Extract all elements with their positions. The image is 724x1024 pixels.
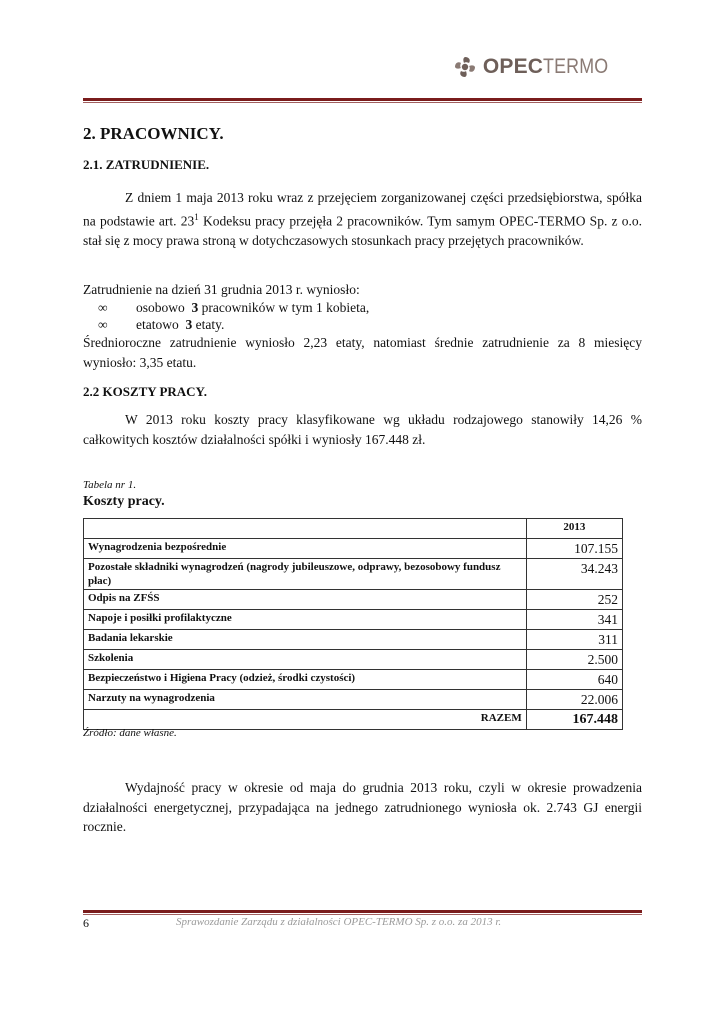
table-title: Koszty pracy.	[83, 494, 165, 509]
paragraph-labor-costs: W 2013 roku koszty pracy klasyfikowane wg układu rodzajowego stanowiły 14,26 % całkowitych kosztów działalności spółki i wyniosły 167.448 zł.	[83, 412, 642, 447]
header-rule	[83, 98, 642, 101]
table-row-label: Wynagrodzenia bezpośrednie	[84, 539, 527, 559]
paragraph-productivity: Wydajność pracy w okresie od maja do grudnia 2013 roku, czyli w okresie prowadzenia działalności energetycznej, przypadająca na jednego zatrudnionego wyniosła ok. 2.743 GJ energii rocznie.	[83, 780, 642, 834]
bullet-fte-text: etaty.	[195, 317, 225, 332]
subsection-title-labor-costs: 2.2 KOSZTY PRACY.	[83, 384, 208, 399]
bullet-persons-label: osobowo	[136, 300, 185, 315]
table-row-label: Szkolenia	[84, 650, 527, 670]
table-row-label: Badania lekarskie	[84, 630, 527, 650]
labor-costs-table	[83, 518, 623, 730]
table-row	[84, 690, 623, 710]
table-total-value: 167.448	[526, 710, 622, 730]
section-title: 2. PRACOWNICY.	[83, 124, 224, 143]
table-row	[84, 559, 623, 590]
paragraph-1-part-a: Z dniem 1 maja 2013 roku wraz z przejęciem zorganizowanej części przedsiębiorstwa, spółka na podstawie art. 23	[83, 190, 642, 228]
table-row	[84, 590, 623, 610]
table-row-value: 640	[526, 670, 622, 690]
logo-swirl-icon	[453, 55, 477, 79]
table-row-value: 341	[526, 610, 622, 630]
footer-rule	[83, 910, 642, 913]
footer-text: Sprawozdanie Zarządu z działalności OPEC-TERMO Sp. z o.o. za 2013 r.	[176, 916, 502, 928]
table-row-label: Napoje i posiłki profilaktyczne	[84, 610, 527, 630]
bullet-fte-number: 3	[185, 317, 193, 332]
table-row	[84, 610, 623, 630]
table-row-label: Narzuty na wynagrodzenia	[84, 690, 527, 710]
table-row-value: 2.500	[526, 650, 622, 670]
table-row	[84, 630, 623, 650]
header-rule-thin	[83, 102, 642, 103]
table-row-label: Pozostałe składniki wynagrodzeń (nagrody jubileuszowe, odprawy, bezosobowy fundusz płac)	[84, 559, 527, 590]
bullet-persons-text: pracowników w tym 1 kobieta,	[201, 300, 370, 315]
table-total-label: RAZEM	[84, 710, 527, 730]
table-header-row	[84, 519, 623, 539]
paragraph-employment-transfer	[83, 188, 642, 250]
table-row-value: 311	[526, 630, 622, 650]
bullet-persons-number: 3	[191, 300, 199, 315]
bullet-persons	[83, 299, 369, 316]
bullet-fte-label: etatowo	[136, 317, 179, 332]
table-header-empty-cell	[84, 519, 527, 539]
table-row	[84, 650, 623, 670]
page-number: 6	[83, 916, 89, 930]
company-logo	[453, 52, 620, 82]
subsection-title-employment: 2.1. ZATRUDNIENIE.	[83, 157, 210, 172]
paragraph-employment-date: Zatrudnienie na dzień 31 grudnia 2013 r. wyniosło:	[83, 282, 360, 297]
footer-rule-thin	[83, 914, 642, 915]
table-row-value: 252	[526, 590, 622, 610]
table-row-value: 22.006	[526, 690, 622, 710]
logo-text-bold: OPEC	[482, 55, 544, 78]
infinity-bullet-icon: ∞	[98, 300, 108, 315]
table-row-value: 34.243	[526, 559, 622, 590]
paragraph-1-part-b: Kodeksu pracy przejęła 2 pracowników. Tym samym OPEC-TERMO Sp. z o.o. stał się z mocy prawa stroną w dotychczasowych stosunkach pracy przejętych pracowników.	[83, 213, 642, 248]
table-source-note: Źródło: dane własne.	[83, 727, 177, 739]
table-row	[84, 539, 623, 559]
bullet-fte	[83, 316, 224, 333]
logo-text-light: TERMO	[543, 55, 609, 78]
table-row-label: Bezpieczeństwo i Higiena Pracy (odzież, środki czystości)	[84, 670, 527, 690]
table-row-value: 107.155	[526, 539, 622, 559]
table-row-label: Odpis na ZFŚS	[84, 590, 527, 610]
table-year-header: 2013	[526, 519, 622, 539]
infinity-bullet-icon: ∞	[98, 317, 108, 332]
paragraph-average-employment: Średnioroczne zatrudnienie wyniosło 2,23 etaty, natomiast średnie zatrudnienie za 8 miesięcy wyniosło: 3,35 etatu.	[83, 335, 642, 370]
paragraph-1-superscript: 1	[194, 211, 199, 222]
table-caption: Tabela nr 1.	[83, 479, 137, 491]
table-row	[84, 670, 623, 690]
